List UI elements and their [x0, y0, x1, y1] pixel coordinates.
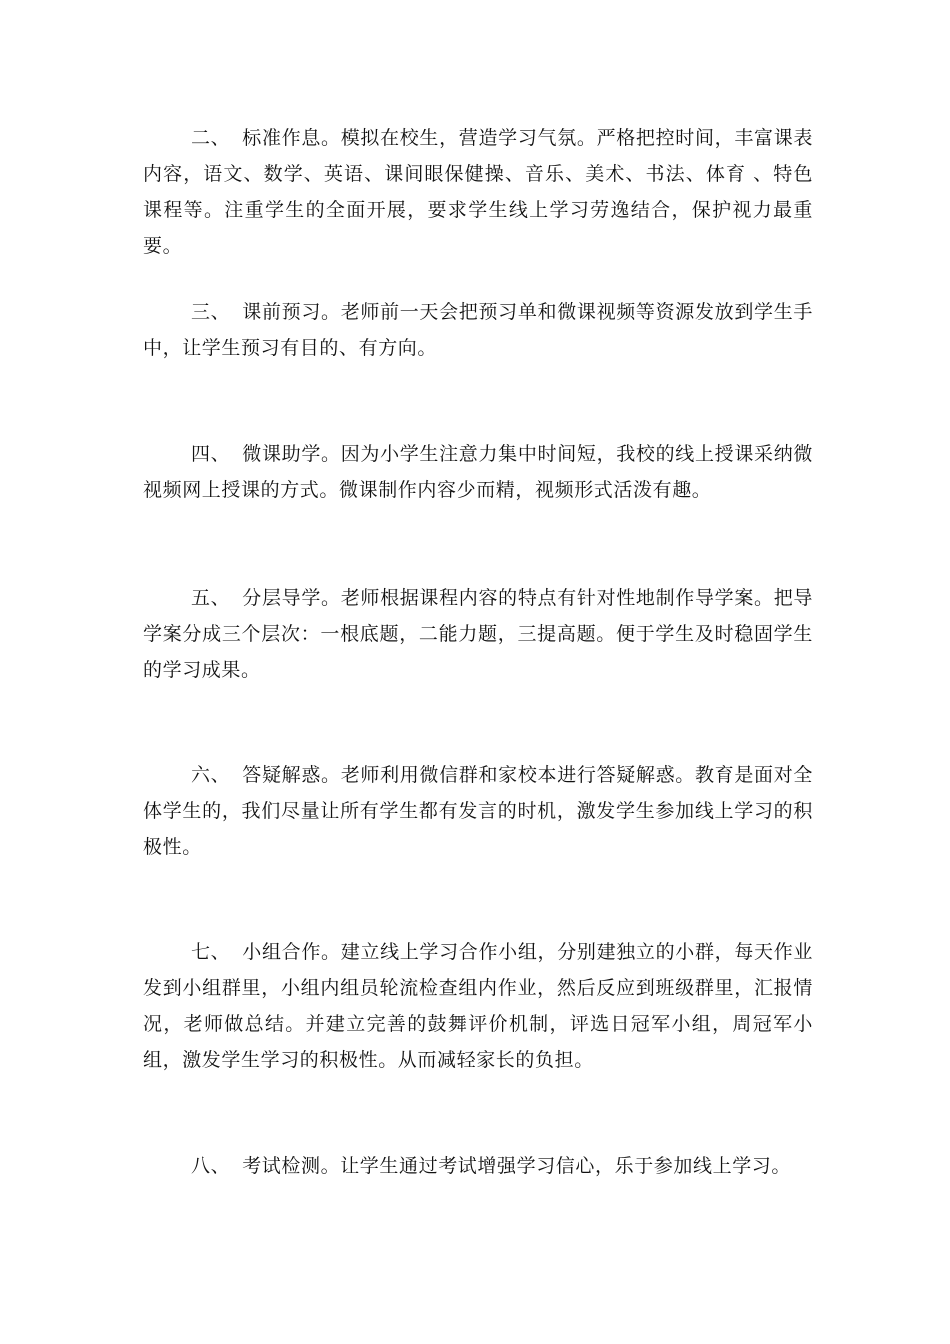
paragraph-number: 六、	[191, 764, 231, 786]
paragraph-8	[143, 1148, 813, 1184]
paragraph-6	[143, 757, 813, 865]
paragraph-text: 考试检测。让学生通过考试增强学习信心，乐于参加线上学习。	[242, 1155, 792, 1177]
paragraph-number: 三、	[191, 301, 231, 323]
paragraph-5	[143, 580, 813, 688]
paragraph-text: 小组合作。建立线上学习合作小组，分别建独立的小群，每天作业发到小组群里，小组内组员轮流检查组内作业，然后反应到班级群里，汇报情况，老师做总结。并建立完善的鼓舞评价机制，评选日冠军小组，周冠军小组，激发学生学习的积极性。从而减轻家长的负担。	[143, 941, 813, 1071]
paragraph-text: 课前预习。老师前一天会把预习单和微课视频等资源发放到学生手中，让学生预习有目的、有方向。	[143, 301, 813, 359]
paragraph-text: 分层导学。老师根据课程内容的特点有针对性地制作导学案。把导学案分成三个层次：一根底题，二能力题，三提高题。便于学生及时稳固学生的学习成果。	[143, 587, 813, 681]
paragraph-4	[143, 436, 813, 508]
paragraph-number: 八、	[191, 1155, 231, 1177]
paragraph-7	[143, 934, 813, 1078]
paragraph-text: 标准作息。模拟在校生，营造学习气氛。严格把控时间，丰富课表内容，语文、数学、英语、课间眼保健操、音乐、美术、书法、体育 、特色课程等。注重学生的全面开展，要求学生线上学习劳逸结合，保护视力最重要。	[143, 127, 813, 257]
paragraph-number: 四、	[191, 443, 231, 465]
paragraph-3	[143, 294, 813, 366]
paragraph-number: 七、	[191, 941, 231, 963]
paragraph-number: 二、	[191, 127, 231, 149]
paragraph-2	[143, 120, 813, 264]
paragraph-number: 五、	[191, 587, 231, 609]
paragraph-text: 微课助学。因为小学生注意力集中时间短，我校的线上授课采纳微视频网上授课的方式。微课制作内容少而精，视频形式活泼有趣。	[143, 443, 813, 501]
paragraph-text: 答疑解惑。老师利用微信群和家校本进行答疑解惑。教育是面对全体学生的，我们尽量让所有学生都有发言的时机，激发学生参加线上学习的积极性。	[143, 764, 813, 858]
